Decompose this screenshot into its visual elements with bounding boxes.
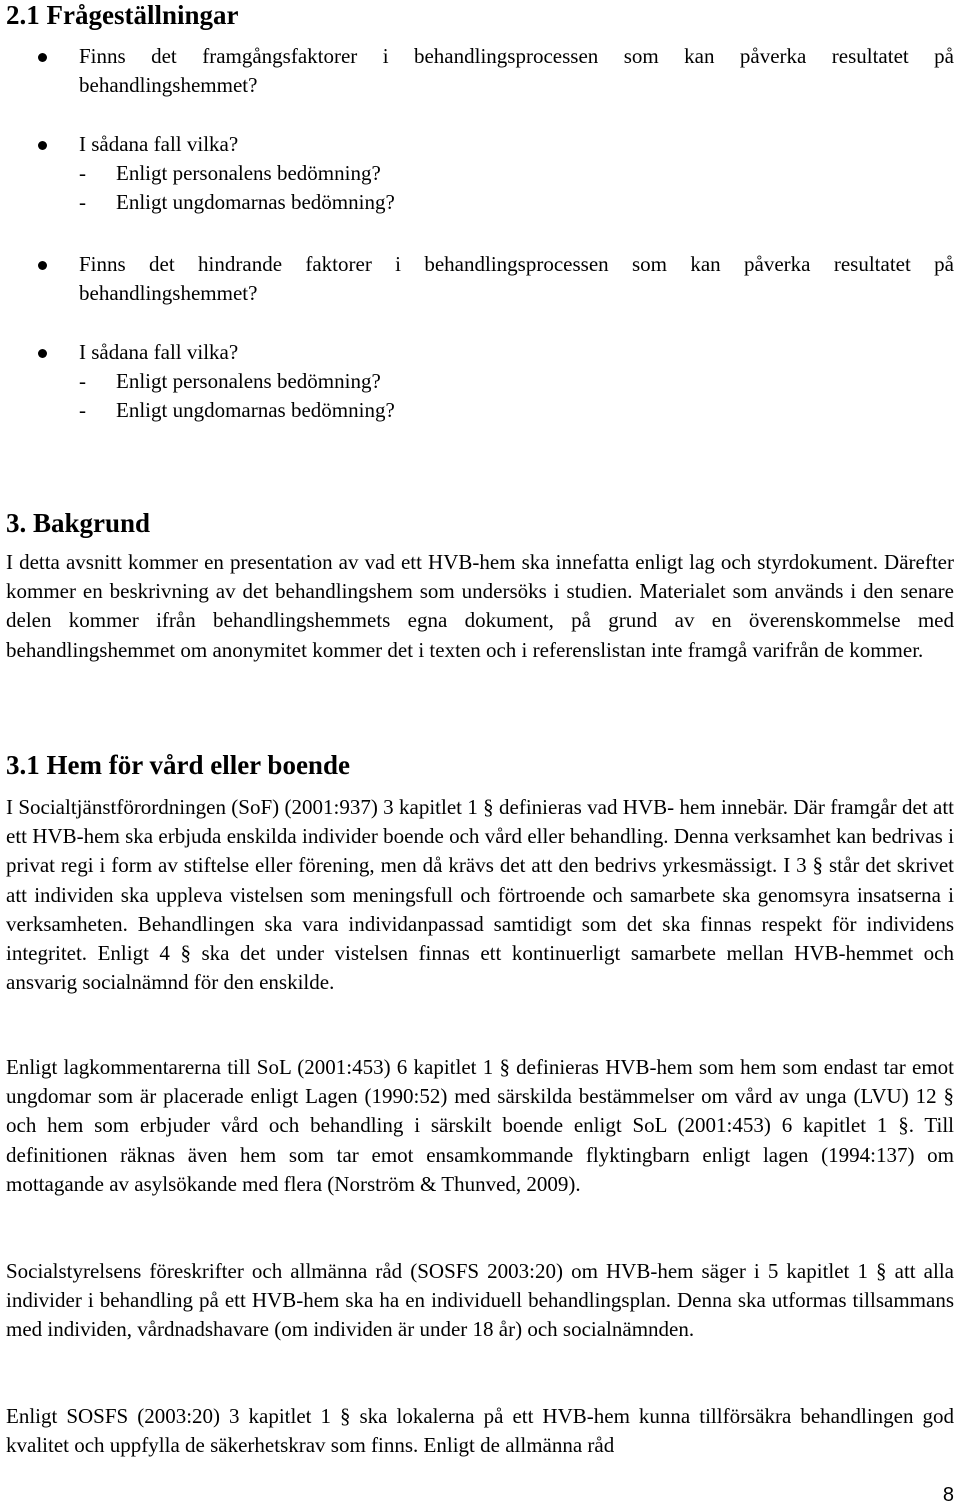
body-paragraph: Enligt lagkommentarerna till SoL (2001:453) 6 kapitlet 1 § definieras HVB-hem som hem som endast tar emot ungdomar som är placerade enligt Lagen (1990:52) med särskilda bestämmelser om vård av unga (LVU) 12 § och hem som erbjuder vård och behandling i särskilt boende enligt SoL (2001:453) 6 kapitlet 1 §. Till definitionen räknas även hem som tar emot ensamkommande flyktingbarn enligt lagen (1994:137) om mottagande av asylsökande med flera (Norström & Thunved, 2009). <box>6 1055 954 1196</box>
body-paragraph: I detta avsnitt kommer en presentation av vad ett HVB-hem ska innefatta enligt lag och styrdokument. Därefter kommer en beskrivning av det behandlingshem som undersöks i studien. Materialet som används i den senare delen kommer ifrån behandlingshemmets egna dokument, på grund av en överenskommelse med behandlingshemmet om anonymitet kommer det i texten och i referenslistan inte framgå varifrån de kommer. <box>6 550 954 662</box>
dash-marker: - <box>79 398 86 422</box>
sub-question-text: Enligt personalens bedömning? <box>116 161 381 185</box>
body-paragraph: Enligt SOSFS (2003:20) 3 kapitlet 1 § ska lokalerna på ett HVB-hem kunna tillförsäkra behandlingen god kvalitet och uppfylla de säkerhetskrav som finns. Enligt de allmänna råd <box>6 1404 954 1458</box>
body-paragraph: Socialstyrelsens föreskrifter och allmänna råd (SOSFS 2003:20) om HVB-hem säger i 5 kapitlet 1 § att alla individer i behandling på ett HVB-hem ska ha en individuell behandlingsplan. Denna ska utformas tillsammans med individen, vårdnadshavare (om individen är under 18 år) och socialnämnden. <box>6 1259 954 1342</box>
section-heading-2-1: 2.1 Frågeställningar <box>6 0 239 30</box>
dash-marker: - <box>79 190 86 214</box>
question-text: I sådana fall vilka? <box>79 132 239 156</box>
sub-question-text: Enligt personalens bedömning? <box>116 369 381 393</box>
section-heading-3-1: 3.1 Hem för vård eller boende <box>6 750 350 780</box>
bullet-icon <box>38 261 47 270</box>
dash-marker: - <box>79 369 86 393</box>
sub-question-text: Enligt ungdomarnas bedömning? <box>116 190 395 214</box>
bullet-icon <box>38 141 47 150</box>
bullet-icon <box>38 53 47 62</box>
question-text: Finns det hindrande faktorer i behandlingsprocessen som kan påverka resultatet på behandlingshemmet? <box>79 252 954 305</box>
page-number: 8 <box>942 1484 954 1506</box>
body-paragraph: I Socialtjänstförordningen (SoF) (2001:937) 3 kapitlet 1 § definieras vad HVB- hem innebär. Där framgår det att ett HVB-hem ska erbjuda enskilda individer boende och vård eller behandling. Denna verksamhet kan bedrivas i privat regi i form av stiftelse eller förening, men då krävs det att den bedrivs yrkesmässigt. I 3 § står det skrivet att individen ska uppleva vistelsen som meningsfull och förtroende och samarbete ska genomsyra insatserna i verksamheten. Behandlingen ska vara individanpassad samtidigt som det ska finnas respekt för individens integritet. Enligt 4 § ska det under vistelsen finnas ett kontinuerligt samarbete mellan HVB-hemmet och ansvarig socialnämnd för den enskilde. <box>6 795 954 995</box>
bullet-icon <box>38 349 47 358</box>
question-text: Finns det framgångsfaktorer i behandlingsprocessen som kan påverka resultatet på behandlingshemmet? <box>79 44 954 97</box>
question-text: I sådana fall vilka? <box>79 340 239 364</box>
dash-marker: - <box>79 161 86 185</box>
sub-question-text: Enligt ungdomarnas bedömning? <box>116 398 395 422</box>
section-heading-3: 3. Bakgrund <box>6 508 151 538</box>
